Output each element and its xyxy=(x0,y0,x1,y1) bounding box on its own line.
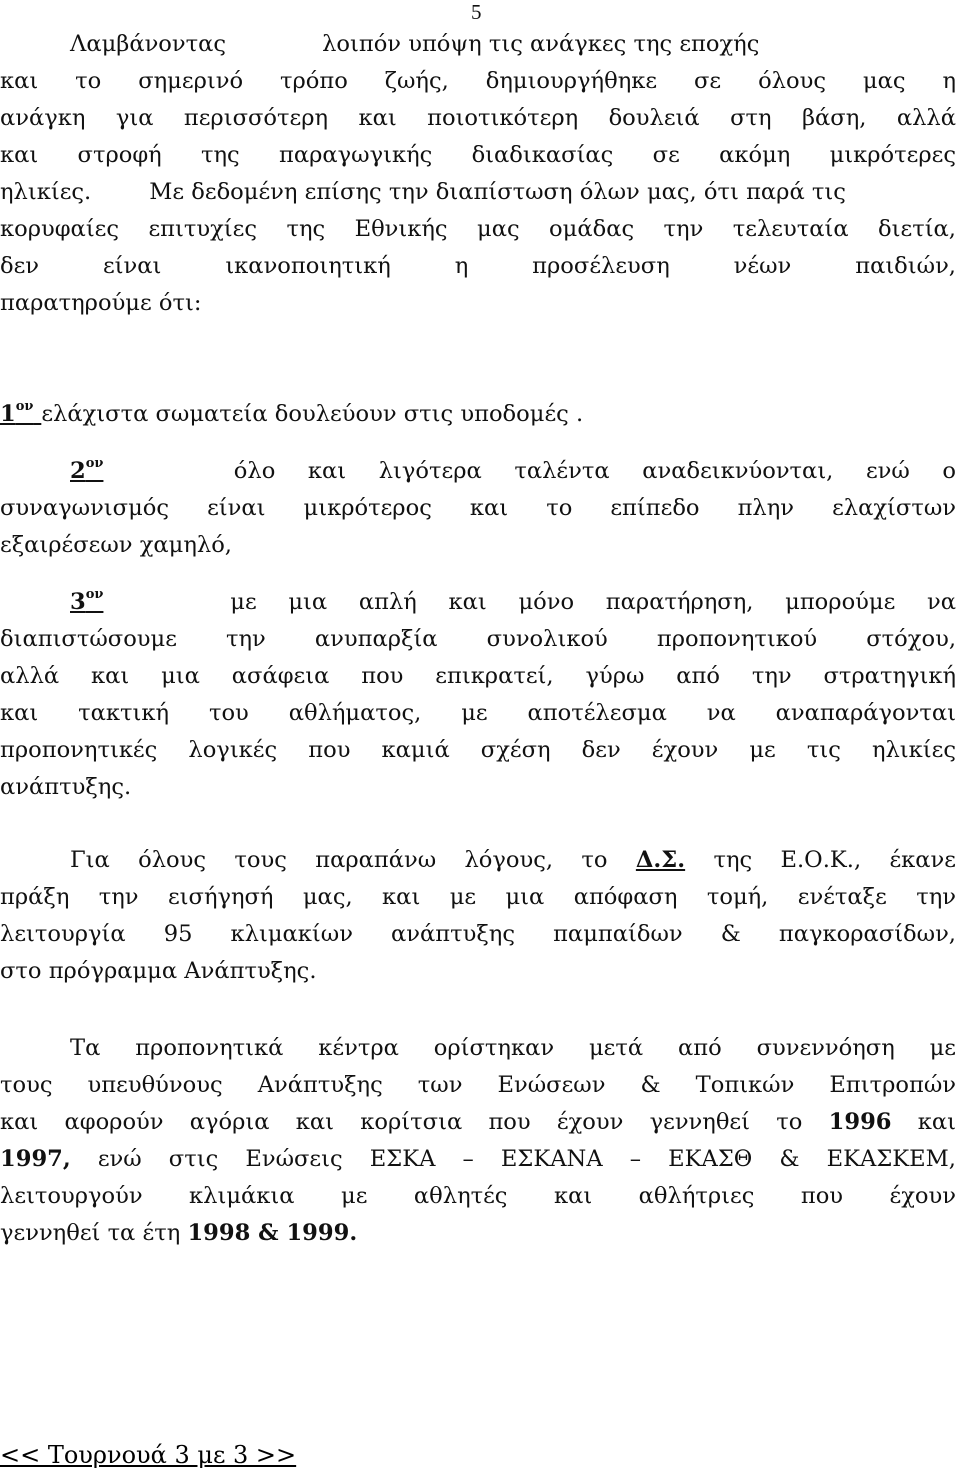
intro-line-5: ηλικίες. Με δεδομένη επίσης την διαπίστωση όλων μας, ότι παρά τις xyxy=(0,179,846,205)
point-3 xyxy=(0,584,956,806)
point-1 xyxy=(0,396,956,433)
decision-line-4: στο πρόγραμμα Ανάπτυξης. xyxy=(0,958,317,984)
centers-line-2: τους υπευθύνους Ανάπτυξης των Ενώσεων & Τοπικών Επιτροπών xyxy=(0,1072,956,1098)
intro-line-2: και το σημερινό τρόπο ζωής, δημιουργήθηκε σε όλους μας η xyxy=(0,68,956,94)
point-3-line-3: αλλά και μια ασάφεια που επικρατεί, γύρω από την στρατηγική xyxy=(0,663,956,689)
intro-line-4: και στροφή της παραγωγικής διαδικασίας σε ακόμη μικρότερες xyxy=(0,142,956,168)
point-3-number: $3^{o\nu}$ xyxy=(70,587,104,615)
intro-line-8: παρατηρούμε ότι: xyxy=(0,290,202,316)
point-1-number: $1^{o\nu}$ xyxy=(0,399,34,427)
intro-line-3: ανάγκη για περισσότερη και ποιοτικότερη δουλειά στη βάση, αλλά xyxy=(0,105,956,131)
intro-paragraph xyxy=(0,26,956,322)
page-number: 5 xyxy=(471,0,482,24)
centers-line-4: 1997, ενώ στις Ενώσεις ΕΣΚΑ – ΕΣΚΑΝΑ – ΕΚΑΣΘ & ΕΚΑΣΚΕΜ, xyxy=(0,1146,956,1172)
point-3-line-5: προπονητικές λογικές που καμιά σχέση δεν έχουν με τις ηλικίες xyxy=(0,737,956,763)
intro-line-7: δεν είναι ικανοποιητική η προσέλευση νέων παιδιών, xyxy=(0,253,956,279)
point-3-line-1: $3^{o\nu}$ με μια απλή και μόνο παρατήρηση, μπορούμε να xyxy=(70,587,956,615)
point-2 xyxy=(0,453,956,564)
decision-line-1: Για όλους τους παραπάνω λόγους, το Δ.Σ. της Ε.Ο.Κ., έκανε xyxy=(70,847,956,873)
point-2-line-3: εξαιρέσεων χαμηλό, xyxy=(0,532,232,558)
point-3-line-4: και τακτική του αθλήματος, με αποτέλεσμα να αναπαράγονται xyxy=(0,700,956,726)
decision-line-2: πράξη την εισήγησή μας, και με μια απόφαση τομή, ενέταξε την xyxy=(0,884,956,910)
year-1996: 1996 xyxy=(828,1109,892,1135)
board-abbreviation: Δ.Σ. xyxy=(635,847,686,873)
centers-line-1: Τα προπονητικά κέντρα ορίστηκαν μετά από συνεννόηση με xyxy=(70,1035,956,1061)
point-3-line-2: διαπιστώσουμε την ανυπαρξία συνολικού προπονητικού στόχου, xyxy=(0,626,956,652)
intro-line-1: Λαμβάνοντας λοιπόν υπόψη τις ανάγκες της εποχής xyxy=(70,31,760,57)
centers-paragraph xyxy=(0,1030,956,1252)
centers-line-5: λειτουργούν κλιμάκια με αθλητές και αθλήτριες που έχουν xyxy=(0,1183,956,1209)
point-2-number: $2^{o\nu}$ xyxy=(70,456,104,484)
decision-paragraph xyxy=(0,842,956,990)
centers-line-3: και αφορούν αγόρια και κορίτσια που έχουν γεννηθεί το 1996 και xyxy=(0,1109,957,1135)
point-1-text: ελάχιστα σωματεία δουλεύουν στις υποδομές . xyxy=(41,401,584,427)
year-1997: 1997, xyxy=(0,1146,71,1172)
point-3-line-6: ανάπτυξης. xyxy=(0,774,132,800)
centers-line-6: γεννηθεί τα έτη 1998 & 1999. xyxy=(0,1220,358,1246)
tournament-3x3-link[interactable]: << Τουρνουά 3 με 3 >> xyxy=(0,1441,297,1469)
point-2-line-2: συναγωνισμός είναι μικρότερος και το επίπεδο πλην ελαχίστων xyxy=(0,495,956,521)
decision-line-3: λειτουργία 95 κλιμακίων ανάπτυξης παμπαίδων & παγκορασίδων, xyxy=(0,921,956,947)
intro-line-6: κορυφαίες επιτυχίες της Εθνικής μας ομάδας την τελευταία διετία, xyxy=(0,216,956,242)
years-1998-1999: 1998 & 1999. xyxy=(187,1220,358,1246)
point-2-line-1: $2^{o\nu}$ όλο και λιγότερα ταλέντα αναδεικνύονται, ενώ ο xyxy=(70,456,956,484)
